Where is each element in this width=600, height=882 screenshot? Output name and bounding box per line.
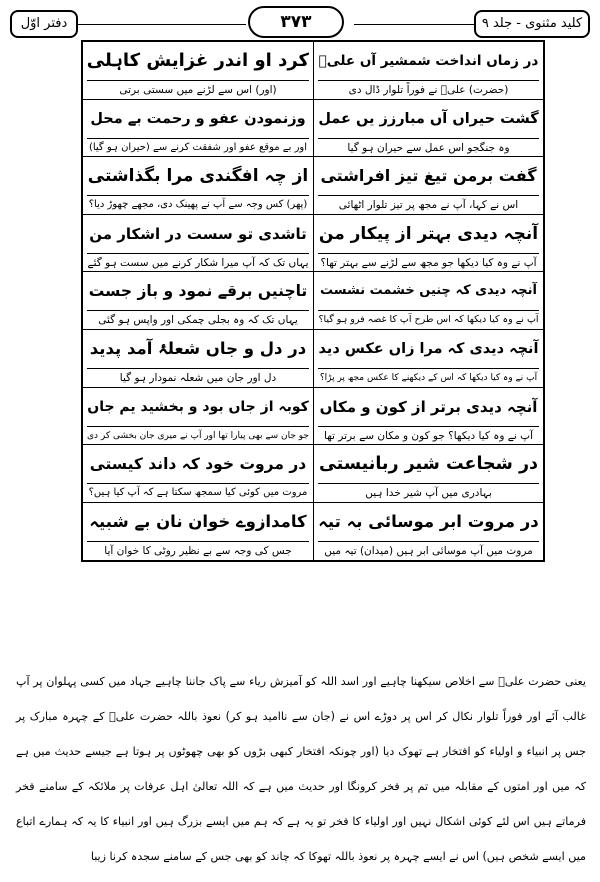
persian-verse: آنچہ دیدی کہ مرا زاں عکس دید (318, 330, 539, 369)
urdu-translation: وہ جنگجو اس عمل سے حیران ہو گیا (347, 141, 510, 154)
urdu-translation: اس نے کہا، آپ نے مجھ پر تیز تلوار اٹھائی (338, 199, 519, 212)
verse-cell-right (313, 503, 543, 561)
persian-verse: آنچہ دیدی برتر از کون و مکاں (318, 388, 539, 427)
persian-verse: در دل و جاں شعلۂ آمد پدید (87, 330, 309, 369)
urdu-translation: مروت میں آپ موسائی ابر ہیں (میدان) تیہ میں (324, 544, 533, 557)
verse-cell-left (83, 503, 313, 561)
table-row (83, 215, 543, 273)
verse-cell-right (313, 157, 543, 215)
verse-cell-left (83, 215, 313, 273)
persian-verse: کوبہ از جاں بود و بخشید یم جاں (87, 388, 309, 427)
table-row (83, 388, 543, 446)
persian-verse: گفت برمن تیغ تیز افراشتی (318, 157, 539, 196)
urdu-translation: (پھر) کس وجہ سے آپ نے پھینک دی، مجھے چھوڑ دیا؟ (88, 199, 308, 211)
verse-cell-right (313, 388, 543, 446)
table-row (83, 42, 543, 100)
verse-cell-left (83, 42, 313, 100)
table-row (83, 272, 543, 330)
persian-verse: در زماں انداخت شمشیر آں علیؓ (318, 42, 539, 81)
persian-verse: آنچہ دیدی بہتر از پیکار من (318, 215, 539, 254)
page-number: ۳۷۳ (248, 6, 344, 38)
header-rule-left (76, 24, 246, 25)
verse-cell-right (313, 445, 543, 503)
urdu-translation: یہاں تک کہ وہ بجلی چمکی اور واپس ہو گئی (98, 314, 298, 327)
table-row (83, 445, 543, 503)
verse-cell-left (83, 100, 313, 158)
persian-verse: وزنمودن عفو و رحمت بے محل (87, 100, 309, 139)
persian-verse: در مروت خود کہ داند کیستی (87, 445, 309, 484)
verse-cell-left (83, 272, 313, 330)
verse-cell-left (83, 445, 313, 503)
urdu-translation: جو جان سے بھی پیارا تھا اور آپ نے میری جان بخشی کر دی (86, 430, 309, 441)
verse-cell-right (313, 215, 543, 273)
table-row (83, 100, 543, 158)
verse-cell-right (313, 42, 543, 100)
persian-verse: در مروت ابر موسائی بہ تیہ (318, 503, 539, 542)
verse-cell-left (83, 388, 313, 446)
urdu-translation: دل اور جان میں شعلہ نمودار ہو گیا (119, 371, 277, 384)
header-rule-right (354, 24, 476, 25)
table-row (83, 157, 543, 215)
persian-verse: تاچنیں برقے نمود و باز جست (87, 272, 309, 311)
urdu-translation: (اور) اس سے لڑنے میں سستی برتی (119, 84, 277, 96)
urdu-translation: آپ نے وہ کیا دیکھا؟ جو کون و مکان سے برتر تھا (324, 429, 533, 442)
urdu-translation: بہادری میں آپ شیر خدا ہیں (365, 487, 492, 500)
urdu-translation: (حضرت) علیؓ نے فوراً تلوار ڈال دی (348, 84, 509, 96)
urdu-translation: آپ نے وہ کیا دیکھا جو مجھ سے لڑنے سے بہتر تھا؟ (320, 256, 537, 269)
urdu-translation: آپ نے وہ کیا دیکھا کہ اس کے دیکھنے کا عکس مجھ پر پڑا؟ (319, 372, 538, 383)
persian-verse: از چہ افگندی مرا بگذاشتی (87, 157, 309, 196)
urdu-translation: مروت میں کوئی کیا سمجھ سکتا ہے کہ آپ کیا ہیں؟ (88, 487, 308, 499)
section-name: دفتر اوّل (10, 10, 78, 38)
urdu-translation: یہاں تک کہ آپ میرا شکار کرنے میں سست ہو گئے (87, 256, 309, 269)
verse-cell-left (83, 330, 313, 388)
verse-table (81, 40, 545, 562)
persian-verse: در شجاعت شیر ربانیستی (318, 445, 539, 484)
table-row (83, 330, 543, 388)
verse-cell-left (83, 157, 313, 215)
book-title: کلید مثنوی - جلد ۹ (474, 10, 590, 38)
persian-verse: کرد او اندر غزایش کاہلی (87, 42, 309, 81)
urdu-translation: آپ نے وہ کیا دیکھا کہ اس طرح آپ کا غصہ فرو ہو گیا؟ (318, 314, 539, 326)
verse-cell-right (313, 330, 543, 388)
persian-verse: کامدازوے خوان نان بے شبیہ (87, 503, 309, 542)
persian-verse: گشت حیراں آں مبارزز یں عمل (318, 100, 539, 139)
persian-verse: آنچہ دیدی کہ چنیں خشمت نشست (318, 272, 539, 311)
commentary-paragraph: یعنی حضرت علیؓ سے اخلاص سیکھنا چاہیے اور اسد اللہ کو آمیزش ریاء سے پاک جاننا چاہیے جہاد میں کسی پہلوان پر آپ غالب آئے اور فوراً تلوار نکال کر اس پر دوڑے اس نے (جان سے ناامید ہو کر) نعوذ باللہ حضرت علیؓ کے چہرہ مبارک پر جس پر انبیاء و اولیاء کو افتخار ہے تھوک دیا (اور چونکہ افتخار کبھی بڑوں کو بھی چھوٹوں پر ہوتا ہے جیسے حدیث میں ہے کہ میں اور امتوں کے مقابلہ میں تم پر فخر کرونگا اور حدیث میں ہے کہ اللہ تعالیٰ اہل عرفات پر ملائکہ کے سامنے فخر فرماتے ہیں اس لئے کوئی اشکال نہیں اور اولیاء کا فخر تو یہ ہے کہ ہم میں ایسے بزرگ ہیں اور انبیاء کا یہ کہ ہمارے اتباع میں ایسے شخص ہیں) اس نے ایسے چہرہ پر نعوذ باللہ تھوکا کہ چاند کو بھی جس کے سامنے سجدہ کرنا زیبا (16, 675, 586, 863)
urdu-translation: اور بے موقع عفو اور شفقت کرنے سے (حیران ہو گیا) (88, 141, 308, 153)
verse-cell-right (313, 100, 543, 158)
verse-cell-right (313, 272, 543, 330)
urdu-translation: جس کی وجہ سے بے نظیر روٹی کا خوان آیا (104, 544, 292, 557)
page-header (10, 4, 590, 40)
table-row (83, 503, 543, 561)
persian-verse: تاشدی تو سست در اشکار من (87, 215, 309, 254)
